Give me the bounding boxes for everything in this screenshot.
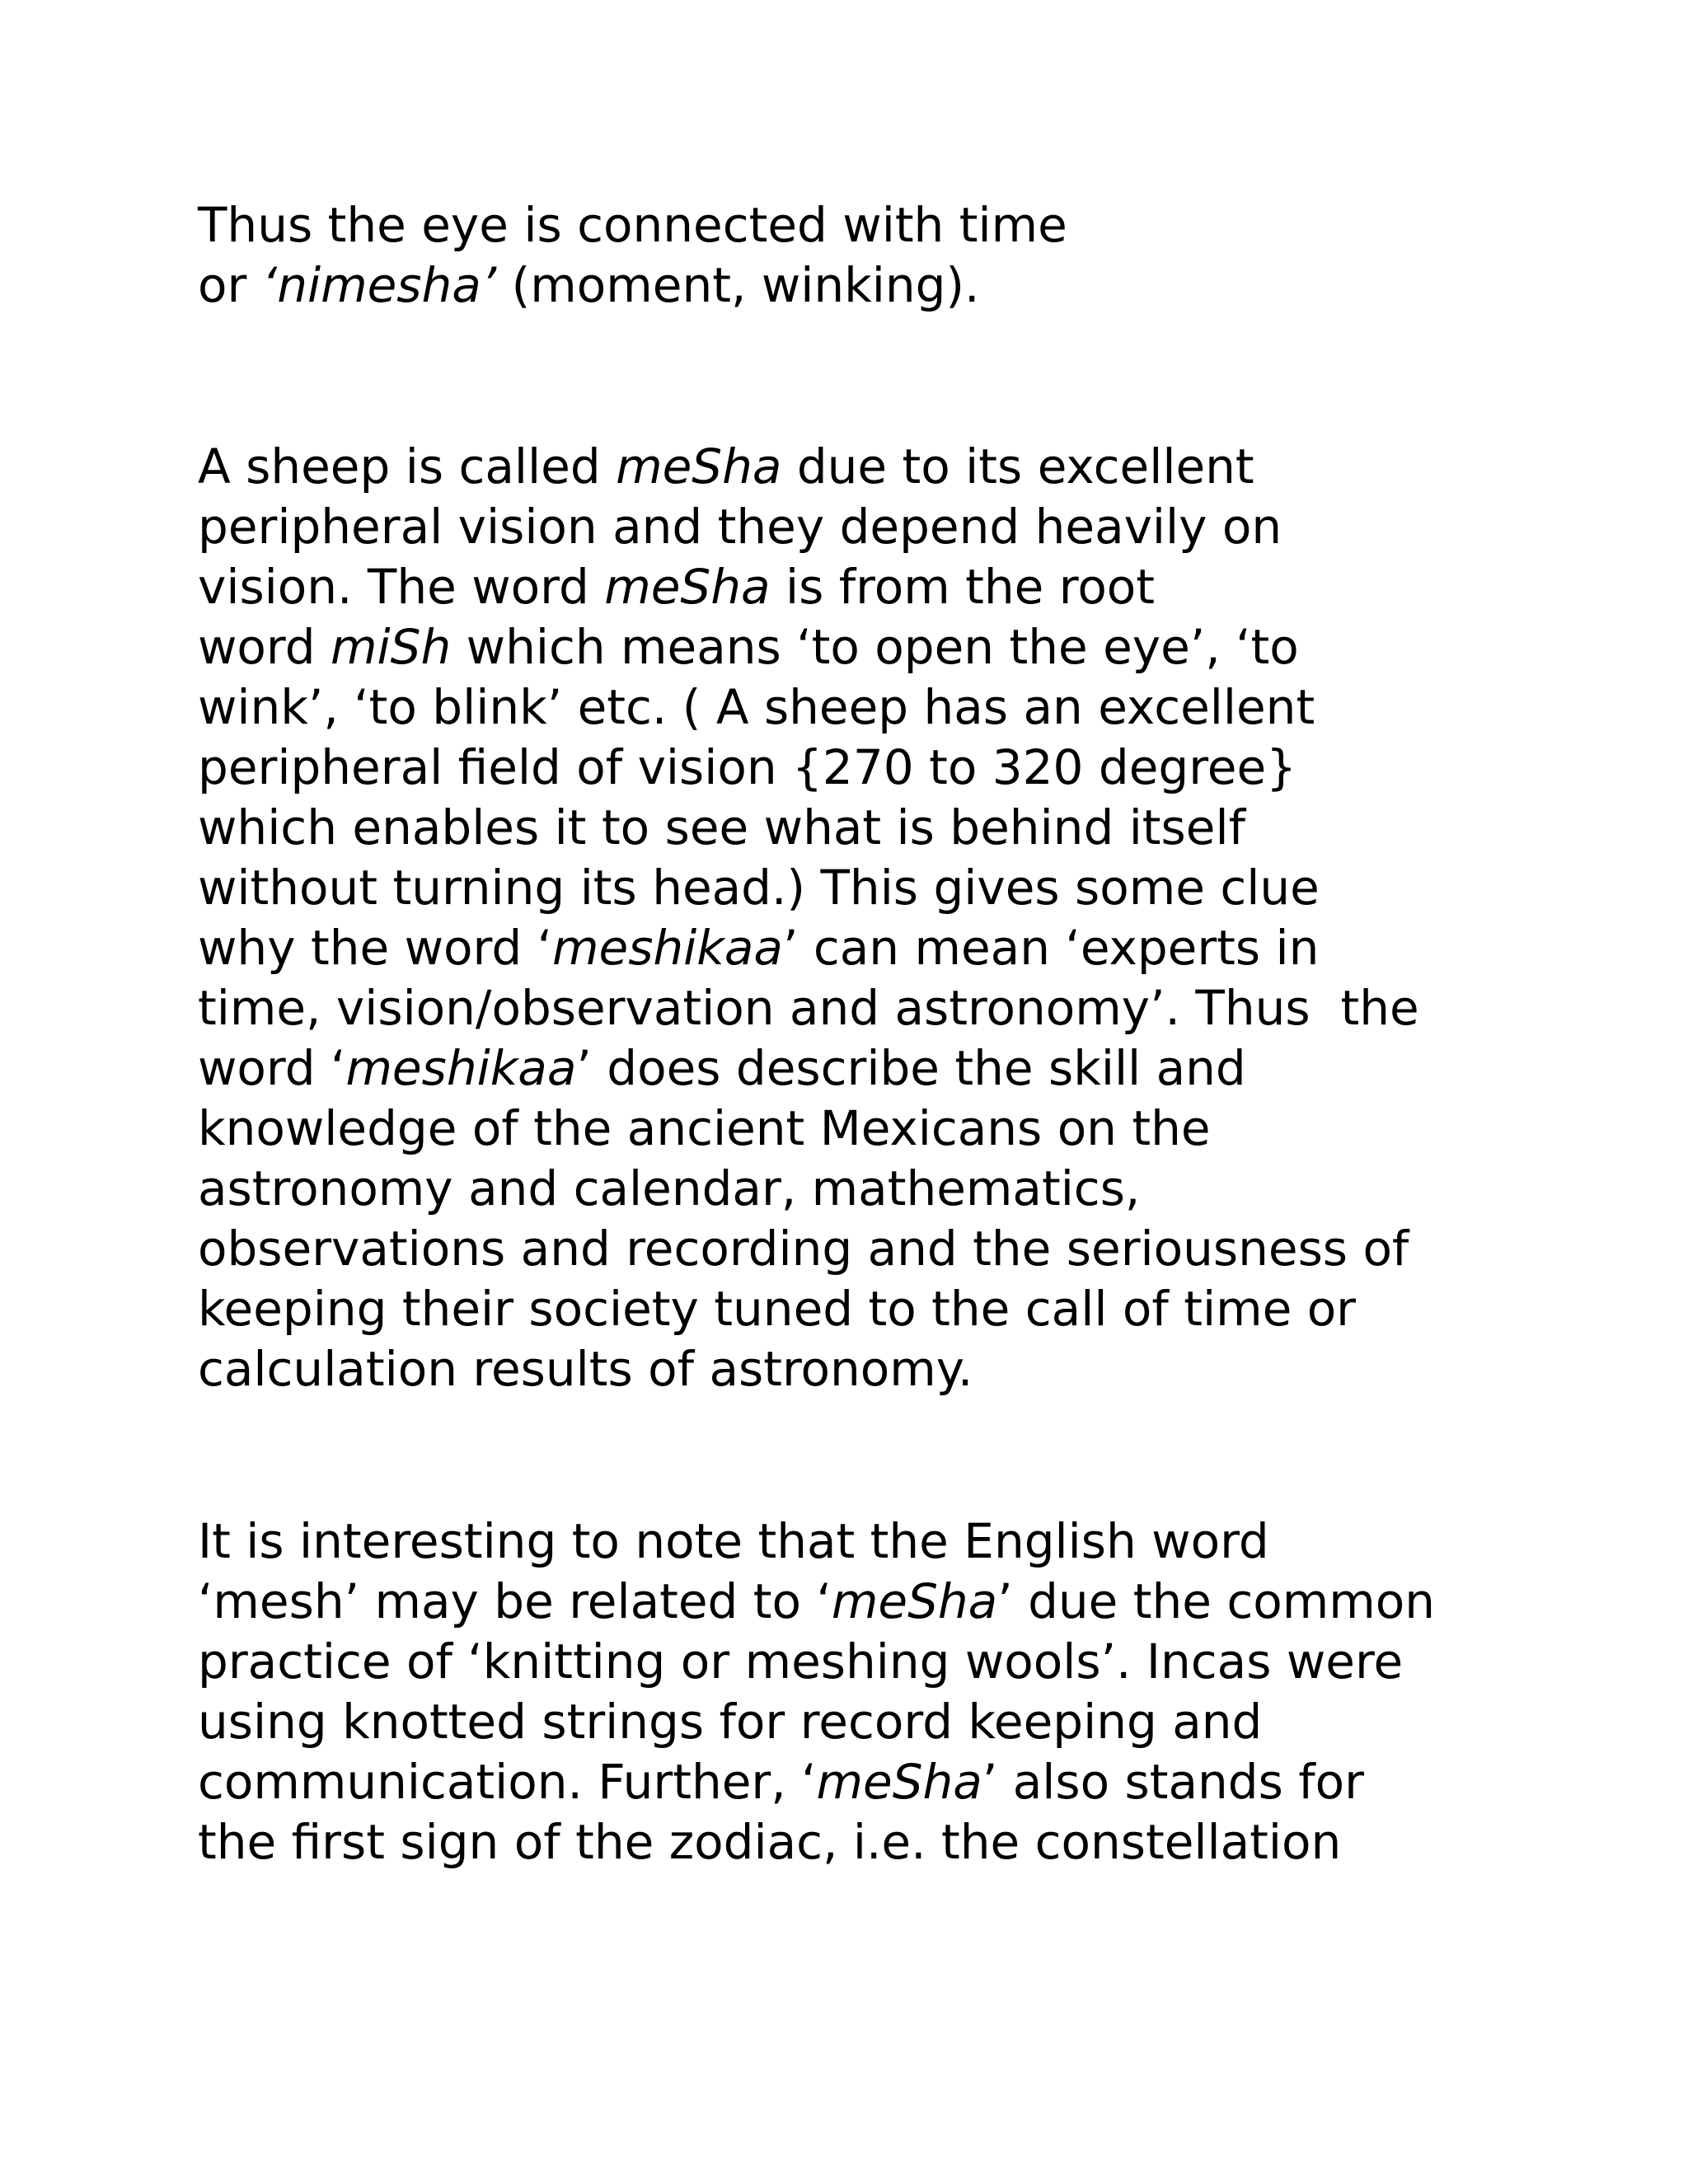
text-segment: is from the root (770, 559, 1156, 615)
italic-term: ‘nimesha’ (261, 257, 497, 313)
text-segment: knowledge of the ancient Mexicans on the (198, 1100, 1211, 1156)
text-segment: communication. Further, ‘ (198, 1754, 817, 1810)
text-line (198, 1339, 1419, 1399)
italic-term: miSh (331, 619, 452, 675)
text-line (198, 798, 1419, 858)
text-segment: or (198, 257, 262, 313)
text-line (198, 497, 1419, 557)
text-segment: ’ due the common (997, 1573, 1436, 1629)
text-segment: ’ can mean ‘experts in (782, 920, 1320, 976)
text-segment: why the word ‘ (198, 920, 553, 976)
text-segment: peripheral vision and they depend heavily on (198, 499, 1282, 555)
text-line (198, 255, 1067, 316)
text-line (198, 1159, 1419, 1219)
text-segment: word (198, 619, 331, 675)
italic-term: meSha (616, 438, 782, 494)
text-segment: keeping their society tuned to the call of time or (198, 1281, 1357, 1337)
text-line (198, 557, 1419, 617)
text-line (198, 617, 1419, 677)
text-segment: which enables it to see what is behind itself (198, 799, 1245, 855)
italic-term: meSha (816, 1754, 982, 1810)
text-line (198, 1219, 1419, 1279)
text-line (198, 1038, 1419, 1099)
text-segment: using knotted strings for record keeping and (198, 1694, 1263, 1750)
text-line (198, 437, 1419, 497)
italic-term: meSha (831, 1573, 998, 1629)
text-segment: A sheep is called (198, 438, 617, 494)
text-line (198, 1511, 1435, 1572)
text-segment: peripheral field of vision {270 to 320 degree} (198, 739, 1297, 795)
text-segment: It is interesting to note that the English word (198, 1513, 1269, 1569)
paragraph-mesh-english (198, 1511, 1435, 1872)
text-segment: due to its excellent (781, 438, 1254, 494)
text-segment: without turning its head.) This gives some clue (198, 860, 1320, 916)
text-segment: Thus the eye is connected with time (198, 197, 1067, 253)
text-line (198, 918, 1419, 978)
italic-term: meshikaa (552, 920, 783, 976)
text-line (198, 978, 1419, 1038)
text-segment: observations and recording and the seriousness of (198, 1221, 1409, 1277)
text-line (198, 195, 1067, 255)
text-line (198, 738, 1419, 798)
text-line (198, 1632, 1435, 1692)
italic-term: meSha (604, 559, 771, 615)
text-line (198, 1812, 1435, 1872)
text-segment: practice of ‘knitting or meshing wools’. Incas were (198, 1633, 1404, 1690)
text-segment: time, vision/observation and astronomy’. Thus the (198, 980, 1419, 1036)
text-segment: the first sign of the zodiac, i.e. the constellation (198, 1814, 1342, 1870)
text-segment: calculation results of astronomy. (198, 1341, 973, 1397)
text-segment: ‘mesh’ may be related to ‘ (198, 1573, 832, 1629)
text-line (198, 1692, 1435, 1752)
text-line (198, 1099, 1419, 1159)
text-segment: which means ‘to open the eye’, ‘to (451, 619, 1299, 675)
text-line (198, 1752, 1435, 1812)
italic-term: meshikaa (345, 1040, 577, 1096)
text-segment: ’ does describe the skill and (576, 1040, 1246, 1096)
text-segment: vision. The word (198, 559, 605, 615)
paragraph-mesha-sheep (198, 437, 1419, 1399)
text-segment: astronomy and calendar, mathematics, (198, 1160, 1141, 1216)
text-segment: word ‘ (198, 1040, 346, 1096)
text-segment: wink’, ‘to blink’ etc. ( A sheep has an excellent (198, 679, 1315, 735)
text-line (198, 858, 1419, 918)
text-line (198, 677, 1419, 738)
text-segment: ’ also stands for (982, 1754, 1365, 1810)
paragraph-nimesha (198, 195, 1067, 316)
text-segment: (moment, winking). (496, 257, 980, 313)
text-line (198, 1279, 1419, 1339)
text-line (198, 1572, 1435, 1632)
